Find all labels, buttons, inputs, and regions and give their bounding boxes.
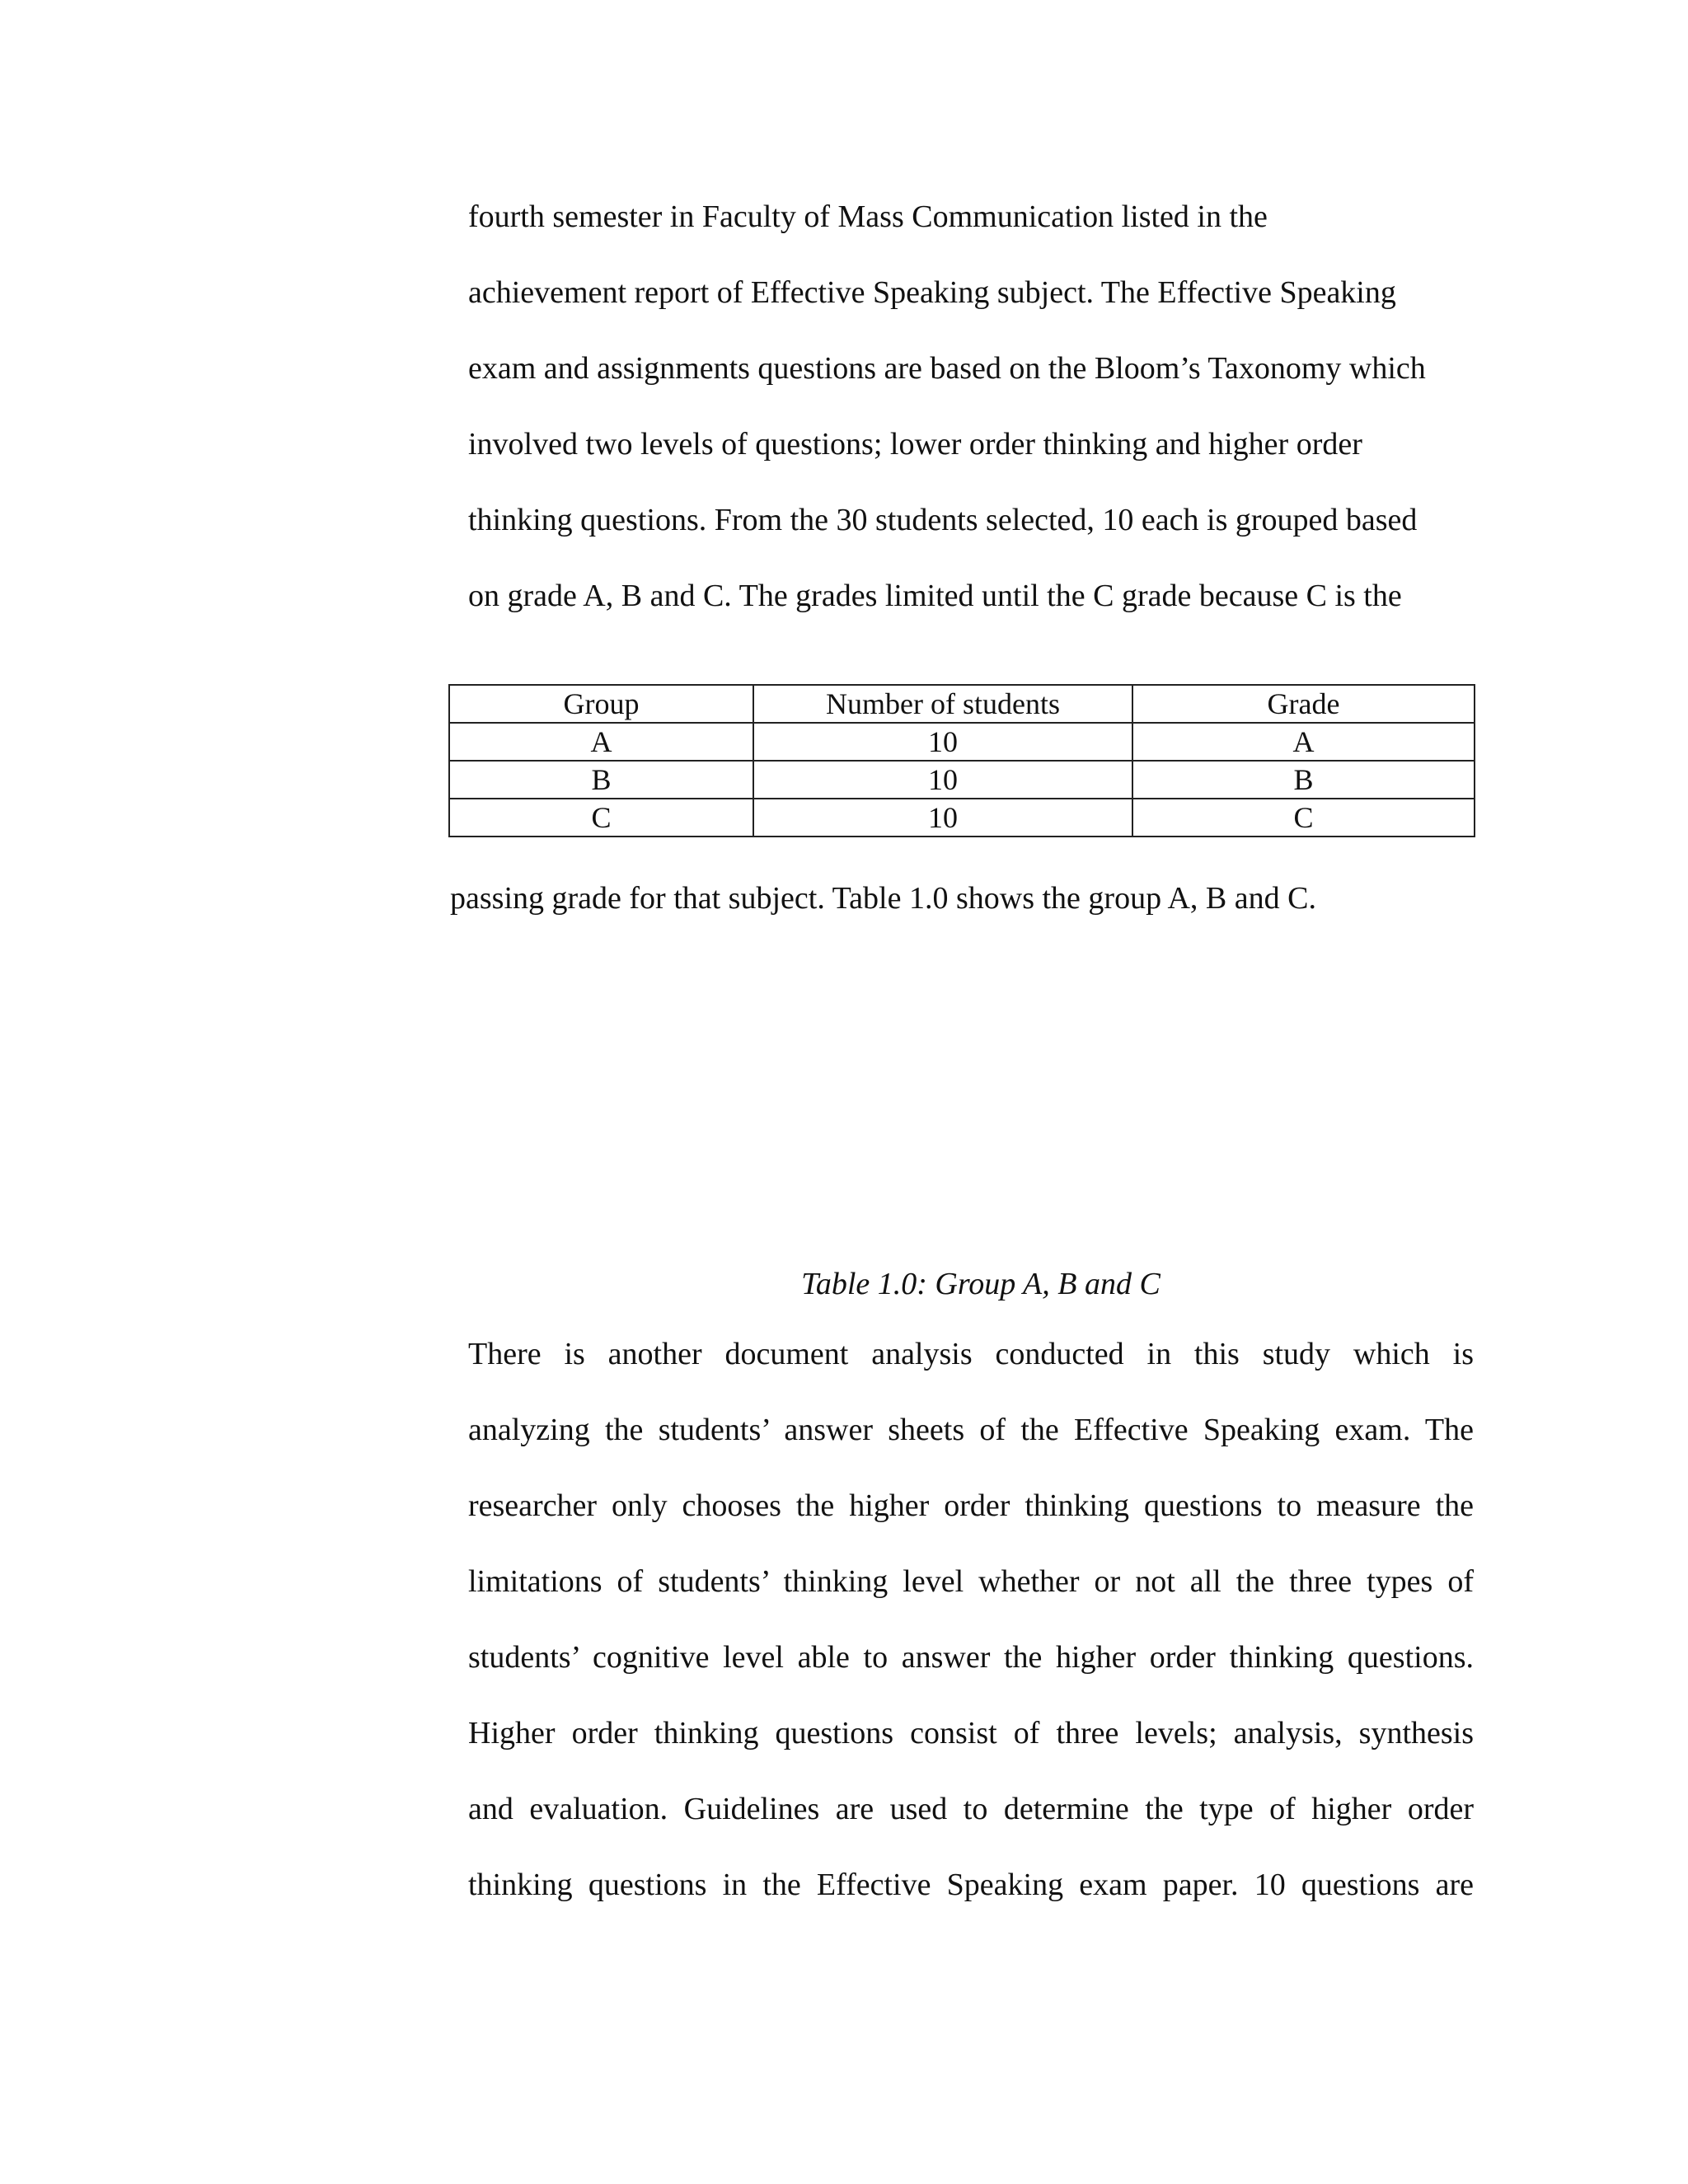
body-paragraph [468,1316,1474,1923]
table-cell: A [1132,723,1475,761]
table-cell: 10 [753,799,1132,837]
table-cell: B [449,761,753,799]
table-cell: A [449,723,753,761]
table-caption [0,1265,1688,1303]
table-caption-text: Table 1.0: Group A, B and C [801,1267,1160,1301]
table-row [449,799,1475,837]
text-line: on grade A, B and C. The grades limited until the C grade because C is the [468,579,1402,613]
table-cell: C [1132,799,1475,837]
table-row [449,723,1475,761]
text-line: exam and assignments questions are based on the Bloom’s Taxonomy which [468,351,1426,386]
text-line: researcher only chooses the higher order thinking questions to measure the [468,1488,1474,1523]
text-line: and evaluation. Guidelines are used to determine the type of higher order [468,1792,1474,1826]
table-cell: 10 [753,723,1132,761]
text-line: achievement report of Effective Speaking subject. The Effective Speaking [468,275,1396,310]
table-header-row [449,685,1475,723]
text-line: thinking questions. From the 30 students selected, 10 each is grouped based [468,503,1418,537]
column-header: Grade [1132,685,1475,723]
text-line: There is another document analysis conducted in this study which is [468,1337,1474,1371]
text-line: fourth semester in Faculty of Mass Communication listed in the [468,199,1268,234]
group-table [448,684,1475,837]
column-header: Group [449,685,753,723]
table-row [449,761,1475,799]
text-line: involved two levels of questions; lower order thinking and higher order [468,427,1362,462]
table-cell: 10 [753,761,1132,799]
text-line: Higher order thinking questions consist of three levels; analysis, synthesis [468,1716,1474,1750]
column-header: Number of students [753,685,1132,723]
paragraph-continuation: passing grade for that subject. Table 1.0 shows the group A, B and C. [450,881,1316,916]
text-line: thinking questions in the Effective Speaking exam paper. 10 questions are [468,1868,1474,1902]
table-cell: C [449,799,753,837]
text-line: limitations of students’ thinking level whether or not all the three types of [468,1564,1474,1599]
body-paragraph [468,179,1474,634]
text-line: students’ cognitive level able to answer the higher order thinking questions. [468,1640,1474,1675]
text-line: analyzing the students’ answer sheets of the Effective Speaking exam. The [468,1413,1474,1447]
table-cell: B [1132,761,1475,799]
